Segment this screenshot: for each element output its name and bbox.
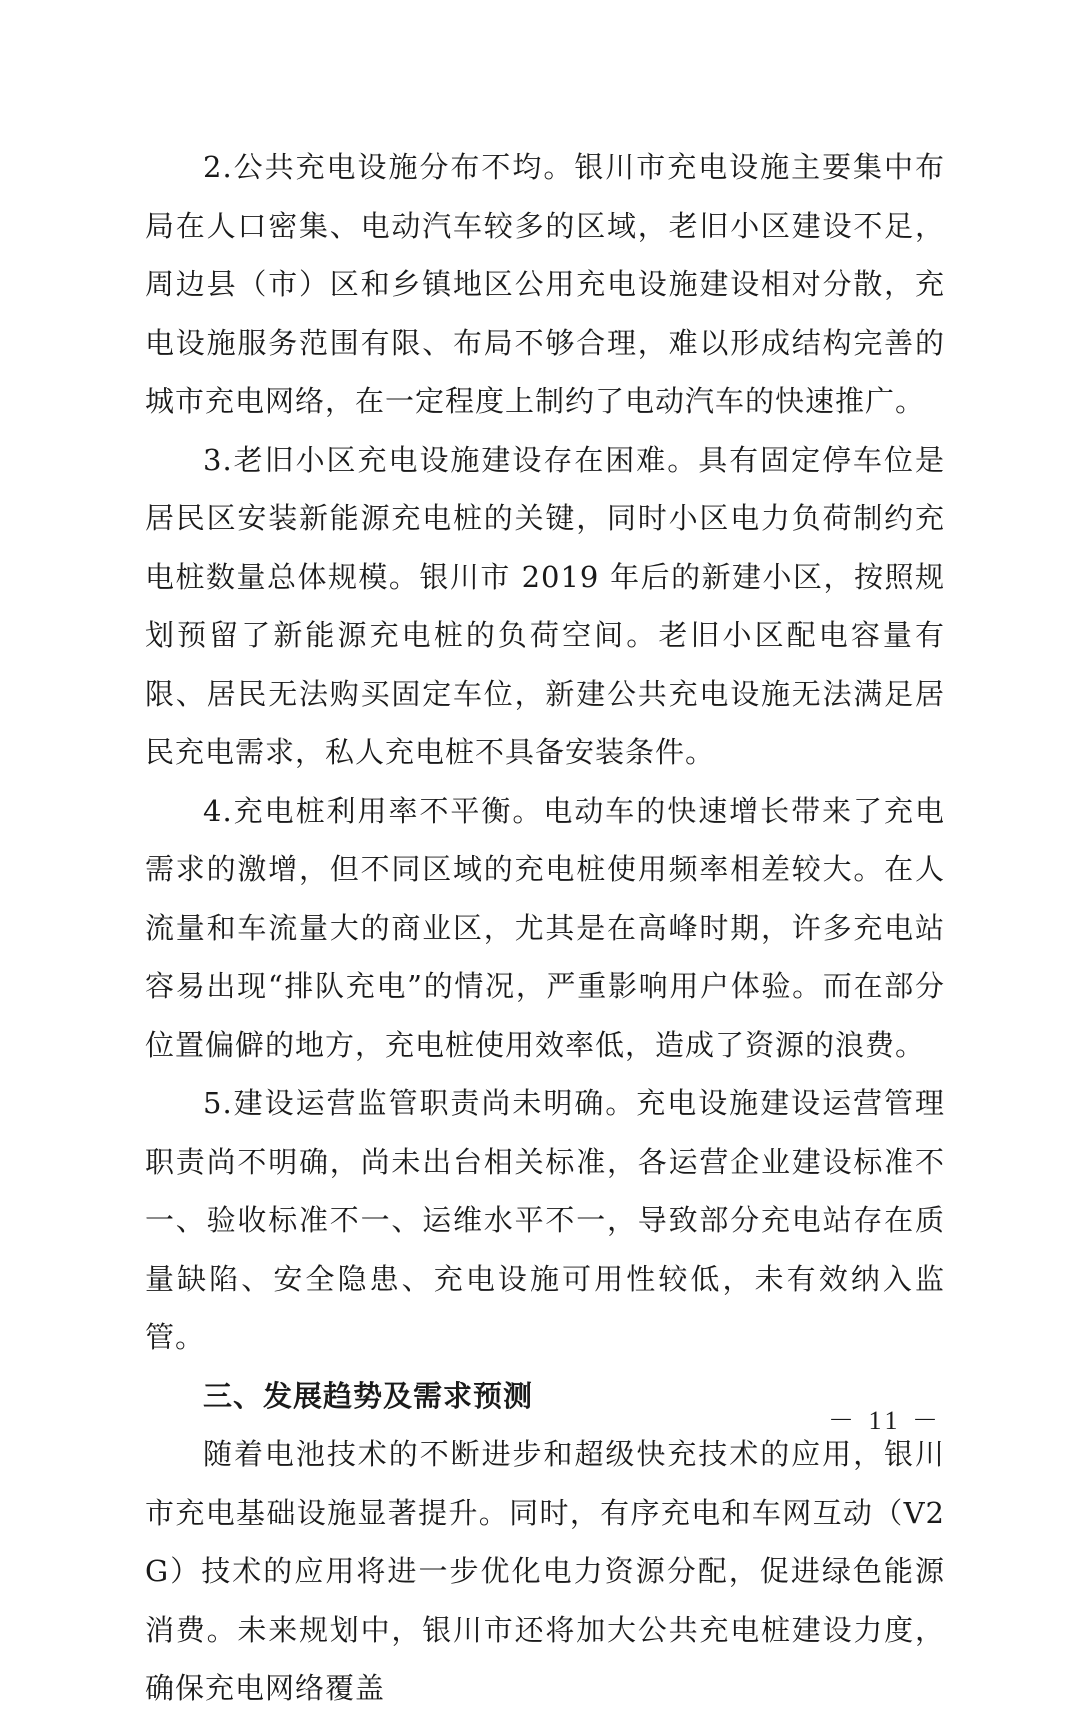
page-number: － 11 －	[827, 1406, 942, 1435]
paragraph-uneven-distribution: 2.公共充电设施分布不均。银川市充电设施主要集中布局在人口密集、电动汽车较多的区域，老旧小区建设不足，周边县（市）区和乡镇地区公用充电设施建设相对分散，充电设施服务范围有限、布局不够合理，难以形成结构完善的城市充电网络，在一定程度上制约了电动汽车的快速推广。	[145, 150, 945, 418]
document-page	[145, 138, 945, 1718]
paragraph-utilization-imbalance: 4.充电桩利用率不平衡。电动车的快速增长带来了充电需求的激增，但不同区域的充电桩使用频率相差较大。在人流量和车流量大的商业区，尤其是在高峰时期，许多充电站容易出现“排队充电”的情况，严重影响用户体验。而在部分位置偏僻的地方，充电桩使用效率低，造成了资源的浪费。	[145, 793, 945, 1062]
section-heading: 三、发展趋势及需求预测	[203, 1378, 534, 1413]
paragraph-development-trend: 随着电池技术的不断进步和超级快充技术的应用，银川市充电基础设施显著提升。同时，有序充电和车网互动（V2G）技术的应用将进一步优化电力资源分配，促进绿色能源消费。未来规划中，银川市还将加大公共充电桩建设力度，确保充电网络覆盖	[145, 1437, 945, 1705]
paragraph-old-community-difficulty: 3.老旧小区充电设施建设存在困难。具有固定停车位是居民区安装新能源充电桩的关键，同时小区电力负荷制约充电桩数量总体规模。银川市 2019 年后的新建小区，按照规划预留了新能源充电桩的负荷空间。老旧小区配电容量有限、居民无法购买固定车位，新建公共充电设施无法满足居民充电需求，私人充电桩不具备安装条件。	[145, 442, 945, 769]
paragraph-supervision-responsibility: 5.建设运营监管职责尚未明确。充电设施建设运营管理职责尚不明确，尚未出台相关标准，各运营企业建设标准不一、验收标准不一、运维水平不一，导致部分充电站存在质量缺陷、安全隐患、充电设施可用性较低，未有效纳入监管。	[145, 1086, 945, 1354]
